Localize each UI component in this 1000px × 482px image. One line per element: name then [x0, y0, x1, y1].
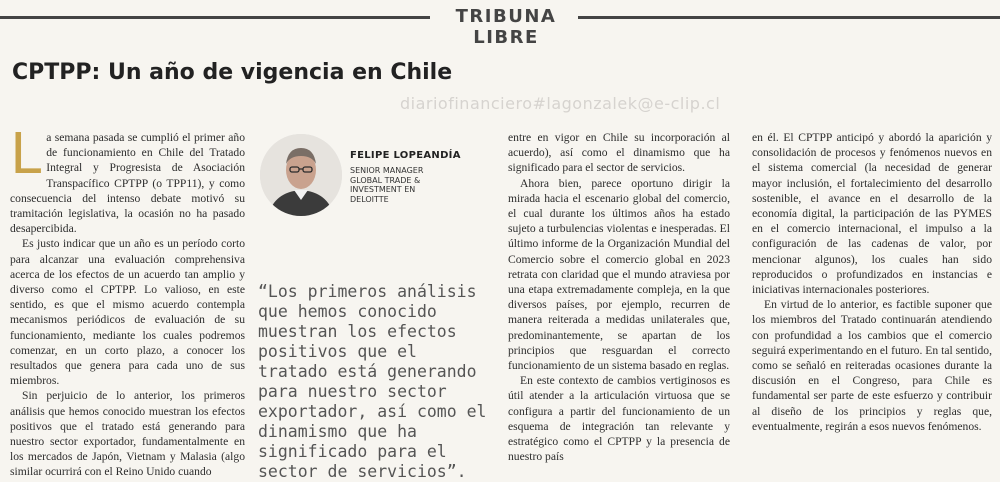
article-column-3 [508, 130, 730, 464]
paragraph: Es justo indicar que un año es un período corto para alcanzar una evaluación comprehensiva acerca de los efectos de un acuerdo tan amplio y diverso como el CPTPP. Lo valioso, en este sentido, es que el mismo acuerdo contempla mecanismos periódicos de evaluación de su funcionamiento, mediante los cuales podremos comenzar, en un corto plazo, a conocer los resultados que genera para cada uno de sus miembros. [10, 237, 245, 388]
paragraph: En virtud de lo anterior, es factible suponer que los miembros del Tratado continuarán atendiendo con profundidad a los cambios que el comercio seguirá experimentando en el futuro. En tal sentido, como se señaló en reiteradas ocasiones durante la discusión en el Congreso, para Chile es fundamental ser parte de este esfuerzo y contribuir al diseño de los principios y reglas que, eventualmente, regirán a esos nuevos fenómenos. [752, 298, 992, 433]
pull-quote: “Los primeros análisis que hemos conocido muestran los efectos positivos que el tratado está generando para nuestro sector exportador, así como el dinamismo que ha significado para el sector de servicios”. [258, 282, 487, 481]
article-headline: CPTPP: Un año de vigencia en Chile [12, 60, 453, 85]
paragraph: Ahora bien, parece oportuno dirigir la mirada hacia el escenario global del comercio, el cual durante los últimos años ha estado sujeto a turbulencias violentas e inesperadas. El último informe de la Organización Mundial del Comercio sobre el comercio global en 2023 retrata con claridad que el mundo atraviesa por una etapa extremadamente compleja, en la que diversos países, por ejemplo, recurren de manera reiterada a medidas unilaterales que, predominantemente, se apartan de los principios que resguardan el correcto funcionamiento de un sistema basado en reglas. [508, 176, 730, 373]
article-column-4 [752, 130, 992, 434]
drop-cap: L [10, 122, 42, 187]
paragraph: en él. El CPTPP anticipó y abordó la aparición y consolidación de procesos y fenómenos nuevos en el sistema comercial (la necesidad de generar mayor inclusión, el fortalecimiento del desarrollo sostenible, el avance en el desarrollo de la economía digital, la participación de las PYMES en el comercio internacional, el impulso a la configuración de las cadenas de valor, por mencionar algunos), los cuales han sido reproducidos o profundizados en instancias e iniciativas internacionales posteriores. [752, 131, 992, 297]
author-photo [260, 134, 342, 216]
paragraph: entre en vigor en Chile su incorporación al acuerdo), así como el dinamismo que ha significado para el sector de servicios. [508, 131, 730, 175]
author-role: SENIOR MANAGER GLOBAL TRADE & INVESTMENT EN DELOITTE [350, 166, 424, 204]
article-column-1 [10, 122, 245, 480]
watermark: diariofinanciero#lagonzalek@e-clip.cl [400, 94, 721, 113]
section-rule-right [578, 16, 1000, 19]
section-rule-left [0, 16, 430, 19]
section-label: TRIBUNA LIBRE [455, 6, 557, 48]
section-header [0, 6, 1000, 48]
paragraph: La semana pasada se cumplió el primer año de funcionamiento en Chile del Tratado Integral y Progresista de Asociación Transpacífico CPTPP (o TPP11), y como consecuencia del intenso debate motivó su tramitación legislativa, la ocasión no ha pasado desapercibida. [10, 122, 245, 236]
author-name: FELIPE LOPEANDÍA [350, 150, 461, 161]
paragraph: Sin perjuicio de lo anterior, los primeros análisis que hemos conocido muestran los efectos positivos que el tratado está generando para nuestro sector exportador, fundamentalmente en los mercados de Japón, Vietnam y Malasia (algo similar ocurrirá con el Reino Unido cuando [10, 389, 245, 479]
paragraph: En este contexto de cambios vertiginosos es útil atender a la articulación virtuosa que se configura a partir del funcionamiento de un esquema de integración tan relevante y estratégico como el CPTPP y la presencia de nuestro país [508, 374, 730, 464]
